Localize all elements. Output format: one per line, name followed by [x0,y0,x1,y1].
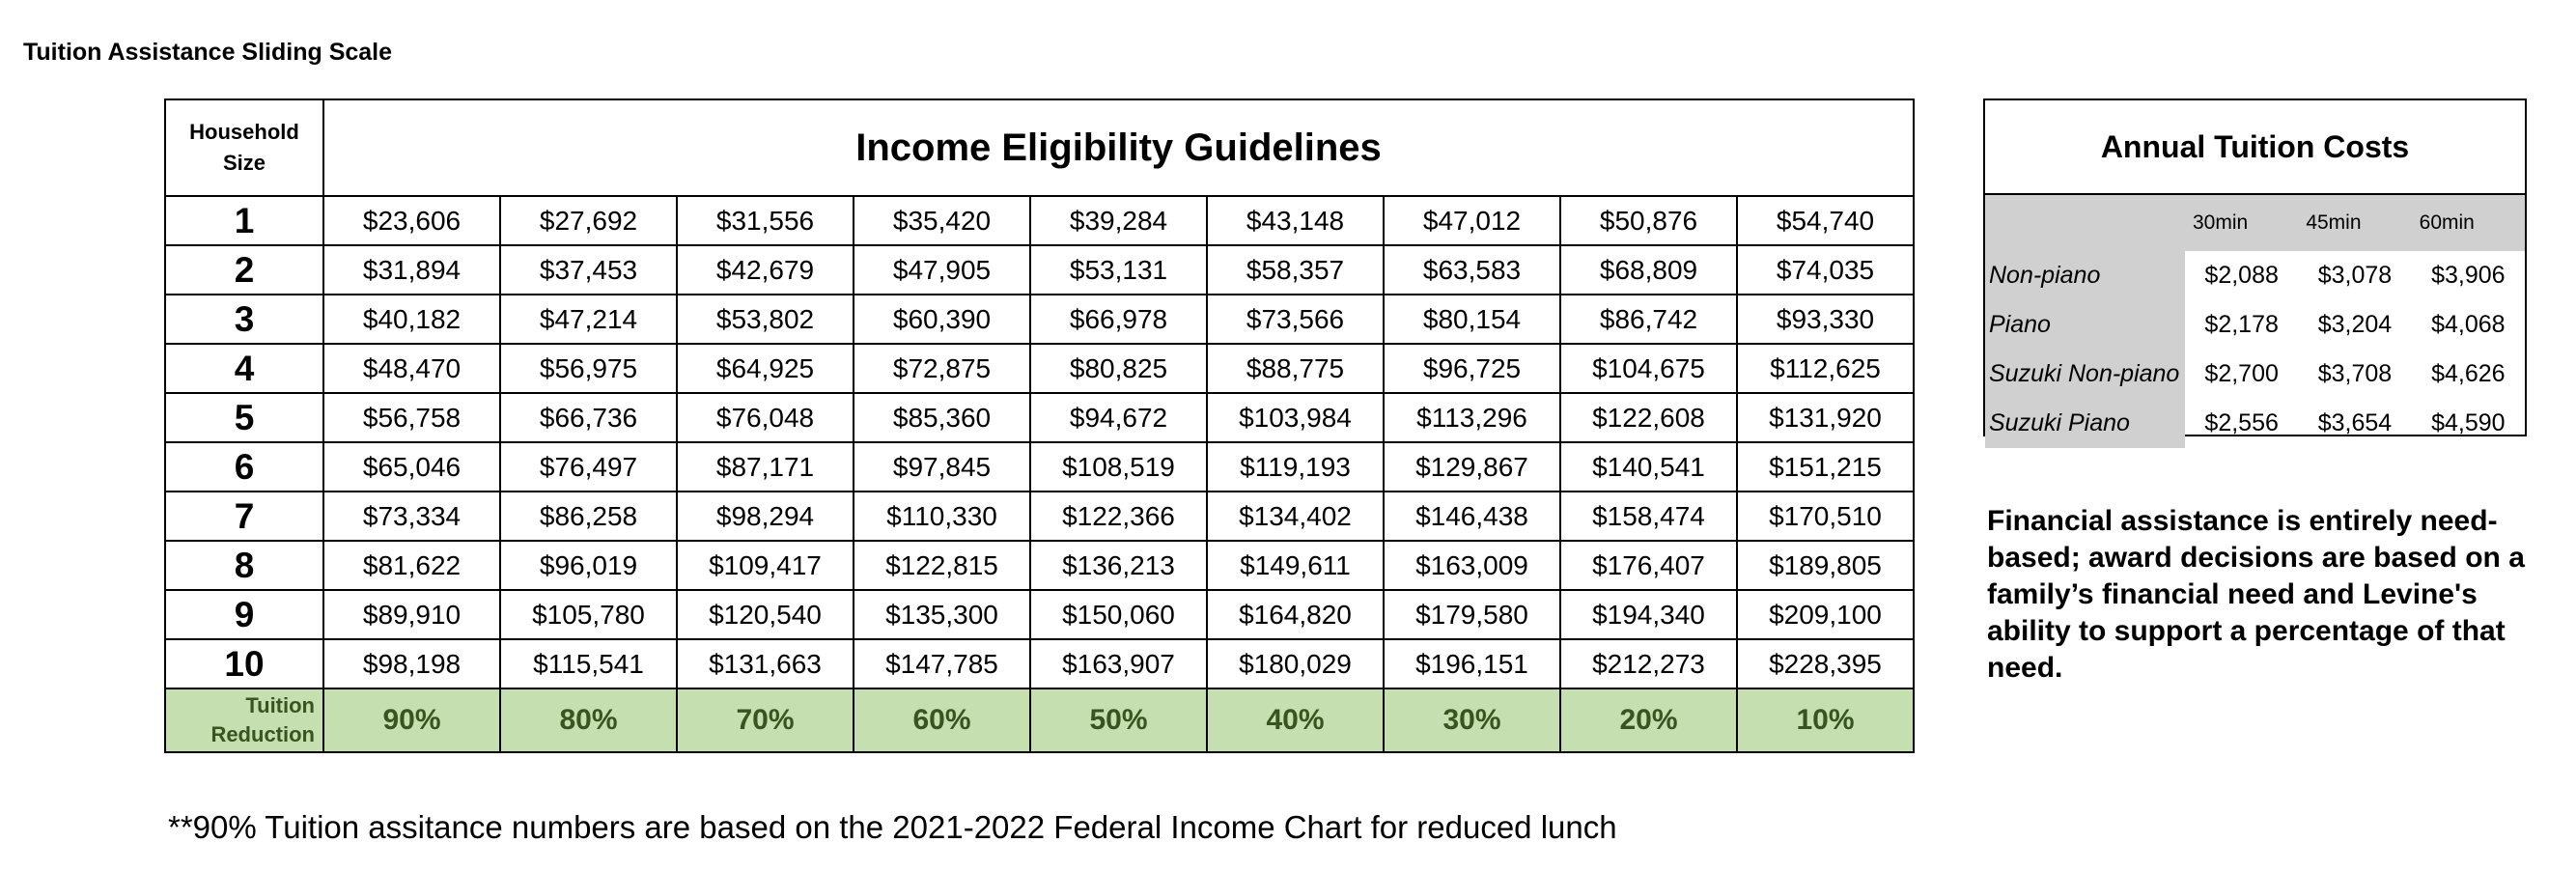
tuition-cost-cell: $4,590 [2431,409,2506,436]
income-cell: $140,541 [1560,442,1737,492]
income-cell: $47,012 [1384,196,1560,245]
page-title: Tuition Assistance Sliding Scale [23,39,393,66]
income-cell: $81,622 [323,541,500,590]
income-cell: $35,420 [854,196,1030,245]
tuition-reduction-cell: 90% [323,688,500,752]
income-cell: $96,725 [1384,344,1560,393]
income-cell: $50,876 [1560,196,1737,245]
income-cell: $63,583 [1384,245,1560,295]
income-cell: $42,679 [677,245,854,295]
tuition-reduction-cell: 30% [1384,688,1560,752]
program-label: Piano [1985,300,2185,350]
income-cell: $31,556 [677,196,854,245]
tuition-cost-cell: $2,178 [2204,311,2279,338]
income-row [165,196,1914,245]
income-cell: $108,519 [1030,442,1207,492]
lesson-length-header: 30min [2185,195,2298,251]
household-size-cell: 7 [165,492,323,541]
income-cell: $129,867 [1384,442,1560,492]
tuition-costs-corner [1985,195,2185,251]
tuition-costs-panel [1983,98,2527,436]
income-cell: $151,215 [1737,442,1914,492]
income-cell: $103,984 [1207,393,1384,442]
lesson-length-header: 60min [2412,195,2525,251]
income-cell: $163,907 [1030,639,1207,688]
income-cell: $80,825 [1030,344,1207,393]
tuition-cost-row [1985,350,2525,399]
income-cell: $122,608 [1560,393,1737,442]
household-size-cell: 2 [165,245,323,295]
income-cell: $176,407 [1560,541,1737,590]
income-cell: $131,663 [677,639,854,688]
income-row [165,541,1914,590]
income-cell: $113,296 [1384,393,1560,442]
program-label: Suzuki Non-piano [1985,350,2185,399]
income-cell: $131,920 [1737,393,1914,442]
tuition-cost-cell: $3,708 [2317,360,2393,387]
income-cell: $120,540 [677,590,854,639]
income-table-body [165,196,1914,752]
household-size-cell: 4 [165,344,323,393]
tuition-costs-table [1985,195,2525,448]
income-cell: $97,845 [854,442,1030,492]
income-cell: $88,775 [1207,344,1384,393]
program-label: Non-piano [1985,251,2185,300]
financial-assistance-note: Financial assistance is entirely need-based; award decisions are based on a family’s financial need and Levine's ability to support a percentage of that need. [1987,505,2525,684]
tuition-reduction-cell: 40% [1207,688,1384,752]
tuition-cost-cell: $2,700 [2204,360,2279,387]
tuition-cost-cell: $2,088 [2204,262,2279,289]
income-cell: $194,340 [1560,590,1737,639]
tuition-cost-row [1985,300,2525,350]
tuition-reduction-cell: 50% [1030,688,1207,752]
household-size-cell: 3 [165,295,323,344]
tuition-costs-title: Annual Tuition Costs [1985,100,2525,195]
income-cell: $196,151 [1384,639,1560,688]
income-cell: $66,978 [1030,295,1207,344]
household-size-cell: 10 [165,639,323,688]
income-cell: $31,894 [323,245,500,295]
income-cell: $86,258 [500,492,677,541]
income-cell: $150,060 [1030,590,1207,639]
income-cell: $228,395 [1737,639,1914,688]
income-cell: $136,213 [1030,541,1207,590]
income-cell: $98,198 [323,639,500,688]
income-cell: $110,330 [854,492,1030,541]
income-cell: $147,785 [854,639,1030,688]
tuition-cost-cell: $3,654 [2317,409,2393,436]
income-cell: $115,541 [500,639,677,688]
income-cell: $54,740 [1737,196,1914,245]
household-size-header: Household Size [165,99,323,196]
program-label: Suzuki Piano [1985,399,2185,448]
tuition-reduction-label: Tuition Reduction [165,688,323,752]
income-cell: $135,300 [854,590,1030,639]
income-cell: $163,009 [1384,541,1560,590]
household-size-cell: 8 [165,541,323,590]
income-cell: $23,606 [323,196,500,245]
household-size-cell: 5 [165,393,323,442]
tuition-cost-cell: $3,204 [2317,311,2393,338]
income-cell: $179,580 [1384,590,1560,639]
income-cell: $89,910 [323,590,500,639]
tuition-cost-cell: $4,626 [2431,360,2506,387]
income-cell: $180,029 [1207,639,1384,688]
income-cell: $122,815 [854,541,1030,590]
lesson-length-header: 45min [2298,195,2411,251]
income-cell: $74,035 [1737,245,1914,295]
income-cell: $122,366 [1030,492,1207,541]
household-size-cell: 1 [165,196,323,245]
income-cell: $109,417 [677,541,854,590]
income-row [165,492,1914,541]
income-cell: $53,802 [677,295,854,344]
tuition-reduction-cell: 70% [677,688,854,752]
income-cell: $72,875 [854,344,1030,393]
income-row [165,393,1914,442]
tuition-reduction-cell: 80% [500,688,677,752]
income-cell: $37,453 [500,245,677,295]
tuition-cost-cell: $3,906 [2431,262,2506,289]
income-row [165,442,1914,492]
income-cell: $64,925 [677,344,854,393]
income-cell: $47,905 [854,245,1030,295]
household-size-cell: 9 [165,590,323,639]
tuition-reduction-cell: 20% [1560,688,1737,752]
tuition-costs-header-row [1985,195,2525,251]
income-cell: $86,742 [1560,295,1737,344]
income-cell: $68,809 [1560,245,1737,295]
income-cell: $170,510 [1737,492,1914,541]
income-cell: $212,273 [1560,639,1737,688]
income-row [165,344,1914,393]
income-cell: $134,402 [1207,492,1384,541]
income-row [165,245,1914,295]
income-cell: $56,758 [323,393,500,442]
income-cell: $104,675 [1560,344,1737,393]
income-cell: $56,975 [500,344,677,393]
income-cell: $93,330 [1737,295,1914,344]
income-cell: $164,820 [1207,590,1384,639]
income-cell: $158,474 [1560,492,1737,541]
income-cell: $27,692 [500,196,677,245]
income-cell: $87,171 [677,442,854,492]
income-cell: $80,154 [1384,295,1560,344]
income-cell: $76,497 [500,442,677,492]
income-cell: $48,470 [323,344,500,393]
income-cell: $98,294 [677,492,854,541]
income-row [165,639,1914,688]
income-cell: $94,672 [1030,393,1207,442]
household-size-cell: 6 [165,442,323,492]
footnote: **90% Tuition assitance numbers are based on the 2021-2022 Federal Income Chart for reduced lunch [168,809,1617,845]
tuition-reduction-row [165,688,1914,752]
income-cell: $209,100 [1737,590,1914,639]
income-row [165,295,1914,344]
income-cell: $85,360 [854,393,1030,442]
tuition-costs-body [1985,251,2525,448]
tuition-cost-row [1985,251,2525,300]
income-cell: $149,611 [1207,541,1384,590]
income-cell: $47,214 [500,295,677,344]
income-cell: $76,048 [677,393,854,442]
income-cell: $73,334 [323,492,500,541]
income-cell: $39,284 [1030,196,1207,245]
tuition-cost-cell: $3,078 [2317,262,2393,289]
income-cell: $96,019 [500,541,677,590]
tuition-reduction-cell: 10% [1737,688,1914,752]
tuition-cost-cell: $2,556 [2204,409,2279,436]
income-cell: $73,566 [1207,295,1384,344]
tuition-reduction-cell: 60% [854,688,1030,752]
income-cell: $105,780 [500,590,677,639]
tuition-cost-cell: $4,068 [2431,311,2506,338]
income-cell: $146,438 [1384,492,1560,541]
income-cell: $66,736 [500,393,677,442]
income-cell: $40,182 [323,295,500,344]
income-cell: $43,148 [1207,196,1384,245]
income-cell: $112,625 [1737,344,1914,393]
income-cell: $119,193 [1207,442,1384,492]
income-cell: $189,805 [1737,541,1914,590]
income-cell: $65,046 [323,442,500,492]
income-cell: $60,390 [854,295,1030,344]
tuition-cost-row [1985,399,2525,448]
income-row [165,590,1914,639]
income-guidelines-header: Income Eligibility Guidelines [323,99,1914,196]
income-cell: $58,357 [1207,245,1384,295]
income-cell: $53,131 [1030,245,1207,295]
income-eligibility-table [164,98,1915,753]
